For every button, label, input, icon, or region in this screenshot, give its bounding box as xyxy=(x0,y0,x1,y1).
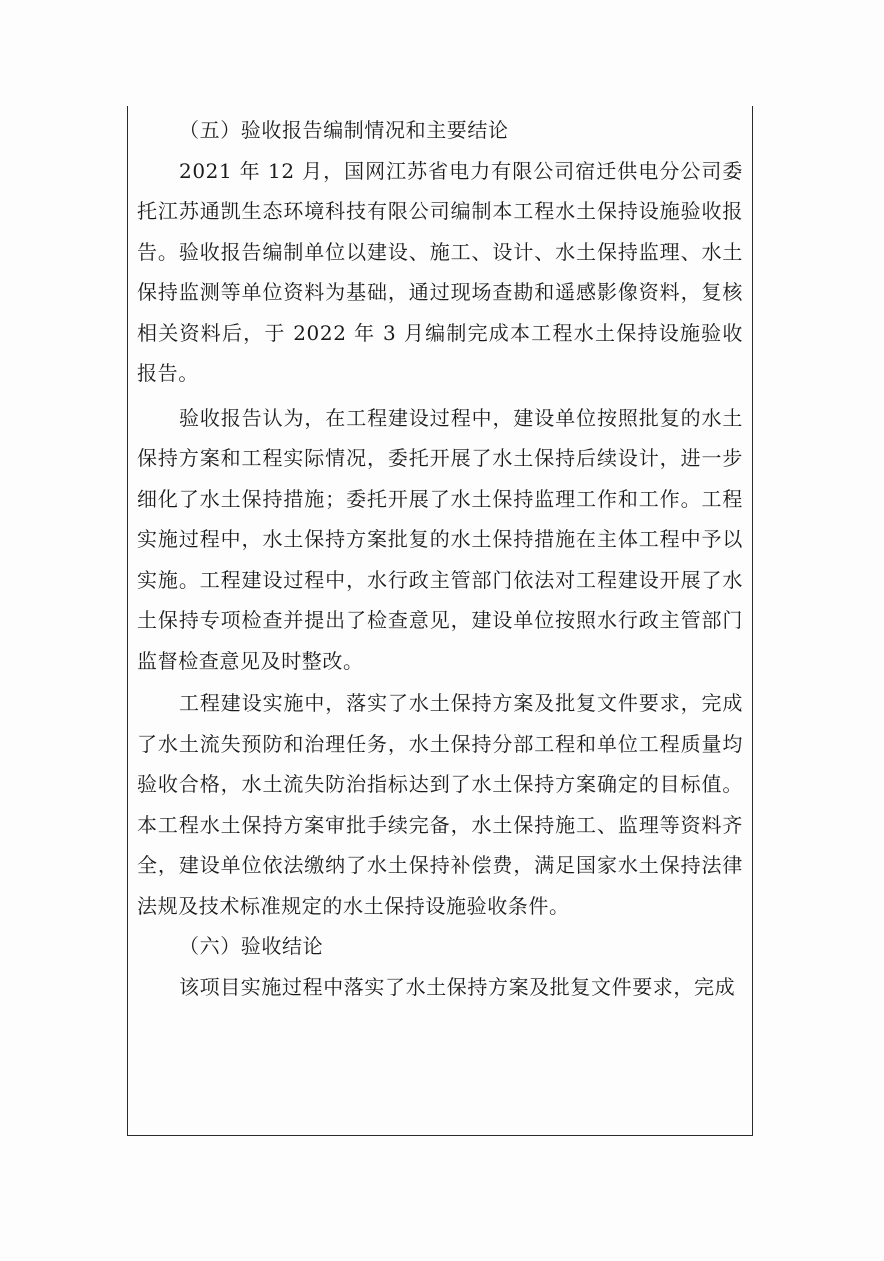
paragraph-conclusion: 该项目实施过程中落实了水土保持方案及批复文件要求，完成 xyxy=(179,974,736,999)
paragraph-report-findings: 验收报告认为，在工程建设过程中，建设单位按照批复的水土保持方案和工程实际情况，委托开展了水土保持后续设计，进一步细化了水土保持措施；委托开展了水土保持监理工作和工作。工程实施过程中，水土保持方案批复的水土保持措施在主体工程中予以实施。工程建设过程中，水行政主管部门依法对工程建设开展了水土保持专项检查并提出了检查意见，建设单位按照水行政主管部门监督检查意见及时整改。 xyxy=(137,405,743,673)
paragraph-implementation: 工程建设实施中，落实了水土保持方案及批复文件要求，完成了水土流失预防和治理任务，水土保持分部工程和单位工程质量均验收合格，水土流失防治指标达到了水土保持方案确定的目标值。本工程水土保持方案审批手续完备，水土保持施工、监理等资料齐全，建设单位依法缴纳了水土保持补偿费，满足国家水土保持法律法规及技术标准规定的水土保持设施验收条件。 xyxy=(137,691,743,918)
document-body xyxy=(137,110,743,1007)
paragraph-report-preparation: 2021 年 12 月，国网江苏省电力有限公司宿迁供电分公司委托江苏通凯生态环境科技有限公司编制本工程水土保持设施验收报告。验收报告编制单位以建设、施工、设计、水土保持监理、水土保持监测等单位资料为基础，通过现场查勘和遥感影像资料，复核相关资料后，于 2022 年 3 月编制完成本工程水土保持设施验收报告。 xyxy=(137,158,743,385)
section-heading-6: （六）验收结论 xyxy=(179,934,324,958)
section-heading-5: （五）验收报告编制情况和主要结论 xyxy=(179,118,509,142)
